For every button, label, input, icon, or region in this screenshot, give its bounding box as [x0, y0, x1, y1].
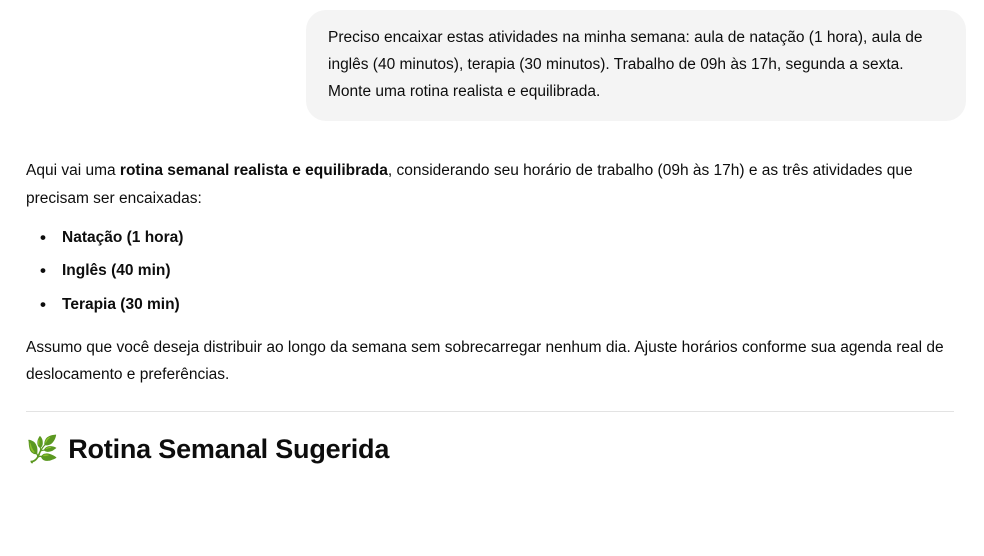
assistant-note-paragraph: Assumo que você deseja distribuir ao longo da semana sem sobrecarregar nenhum dia. Ajuste horários conforme sua agenda real de deslocamento e preferências. [26, 338, 944, 384]
herb-icon: 🌿 [26, 434, 59, 465]
section-title-text: Rotina Semanal Sugerida [68, 433, 390, 464]
list-item: • Terapia (30 min) [62, 294, 954, 316]
activities-list [26, 227, 954, 316]
intro-text-before: Aqui vai uma [26, 162, 120, 180]
assistant-message [0, 121, 984, 388]
assistant-intro-paragraph [26, 157, 954, 212]
user-message-row [0, 0, 984, 121]
user-message-bubble: Preciso encaixar estas atividades na minha semana: aula de natação (1 hora), aula de inglês (40 minutos), terapia (30 minutos). Trabalho de 09h às 17h, segunda a sexta. Monte uma rotina realista e equilibrada. [306, 10, 966, 121]
section-heading [0, 412, 984, 465]
list-item: • Natação (1 hora) [62, 227, 954, 249]
intro-text-after: , considerando seu horário de trabalho (09h às 17h) e as três atividades que precisam ser encaixadas: [26, 162, 913, 207]
list-item: • Inglês (40 min) [62, 260, 954, 282]
intro-text-bold: rotina semanal realista e equilibrada [119, 162, 388, 180]
